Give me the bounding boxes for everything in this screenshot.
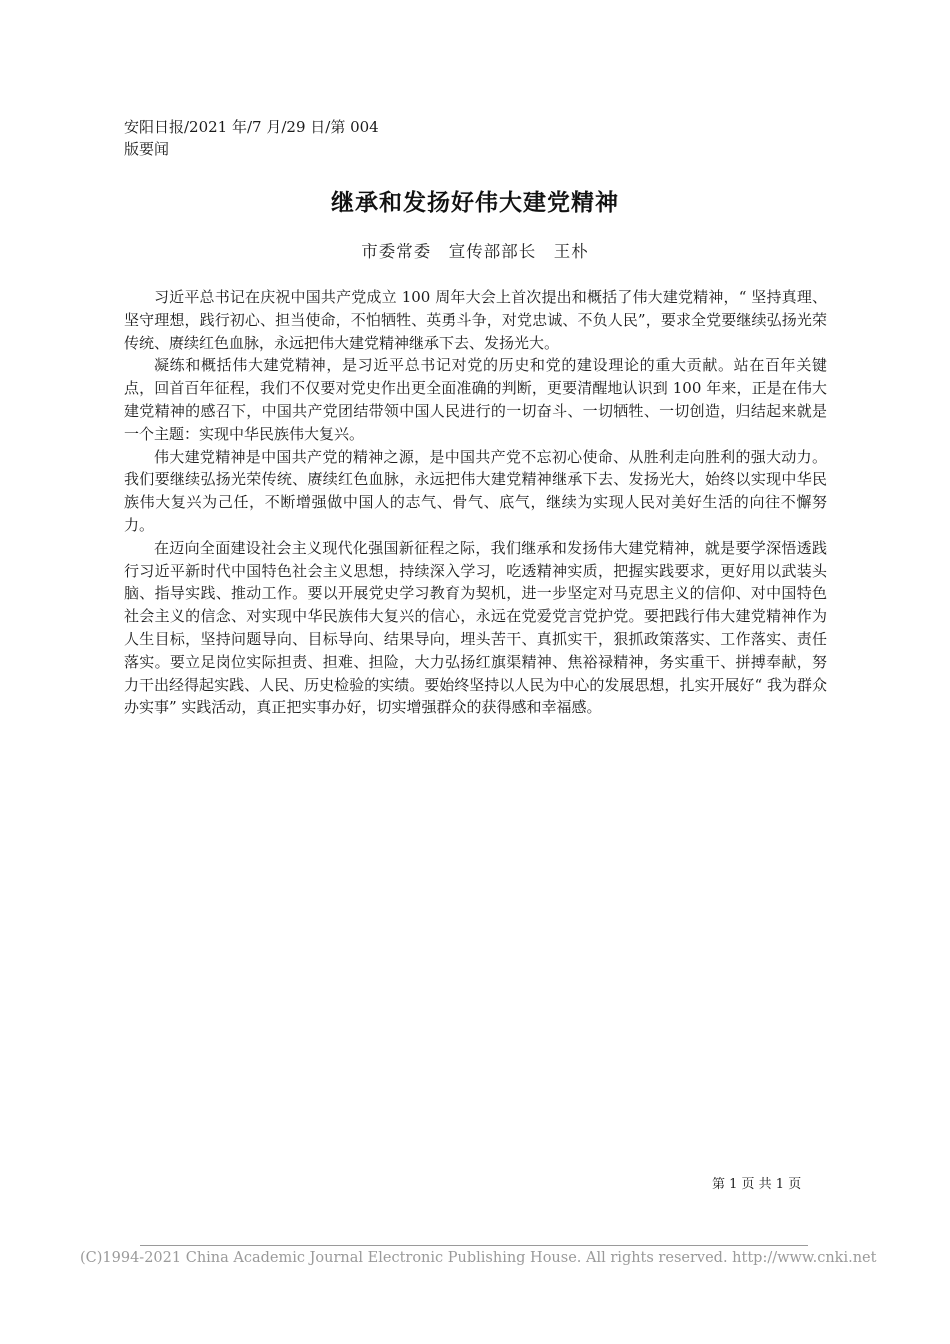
page-number: 第 1 页 共 1 页 [712,1177,802,1192]
source-info [124,116,379,160]
paragraph: 凝练和概括伟大建党精神，是习近平总书记对党的历史和党的建设理论的重大贡献。站在百年关键点，回首百年征程，我们不仅要对党史作出更全面准确的判断，更要清醒地认识到 100 年来，正是在伟大建党精神的感召下，中国共产党团结带领中国人民进行的一切奋斗、一切牺牲、一切创造，归结起来就是一个主题：实现中华民族伟大复兴。 [124,356,827,443]
paragraph: 伟大建党精神是中国共产党的精神之源，是中国共产党不忘初心使命、从胜利走向胜利的强大动力。我们要继续弘扬光荣传统、赓续红色血脉，永远把伟大建党精神继承下去、发扬光大，始终以实现中华民族伟大复兴为己任，不断增强做中国人的志气、骨气、底气，继续为实现人民对美好生活的向往不懈努力。 [124,447,827,534]
source-line: 安阳日报/2021 年/7 月/29 日/第 004 [124,118,379,136]
section-name: 版要闻 [124,140,170,158]
copyright-notice: (C)1994-2021 China Academic Journal Electronic Publishing House. All rights reserved. http://www.cnki.net [80,1250,877,1266]
paragraph: 在迈向全面建设社会主义现代化强国新征程之际，我们继承和发扬伟大建党精神，就是要学深悟透践行习近平新时代中国特色社会主义思想，持续深入学习，吃透精神实质，把握实践要求，更好用以武装头脑、指导实践、推动工作。要以开展党史学习教育为契机，进一步坚定对马克思主义的信仰、对中国特色社会主义的信念、对实现中华民族伟大复兴的信心，永远在党爱党言党护党。要把践行伟大建党精神作为人生目标，坚持问题导向、目标导向、结果导向，埋头苦干、真抓实干，狠抓政策落实、工作落实、责任落实。要立足岗位实际担责、担难、担险，大力弘扬红旗渠精神、焦裕禄精神，务实重干、拼搏奉献，努力干出经得起实践、人民、历史检验的实绩。要始终坚持以人民为中心的发展思想，扎实开展好“ 我为群众办实事” 实践活动，真正把实事办好，切实增强群众的获得感和幸福感。 [124,538,827,717]
article-body [124,286,827,719]
article-byline: 市委常委 宣传部部长 王朴 [361,242,589,261]
footer-divider [140,1245,808,1246]
paragraph: 习近平总书记在庆祝中国共产党成立 100 周年大会上首次提出和概括了伟大建党精神，“ 坚持真理、坚守理想，践行初心、担当使命，不怕牺牲、英勇斗争，对党忠诚、不负人民”，要求全党要继续弘扬光荣传统、赓续红色血脉，永远把伟大建党精神继承下去、发扬光大。 [124,288,827,352]
article-title: 继承和发扬好伟大建党精神 [331,190,619,216]
